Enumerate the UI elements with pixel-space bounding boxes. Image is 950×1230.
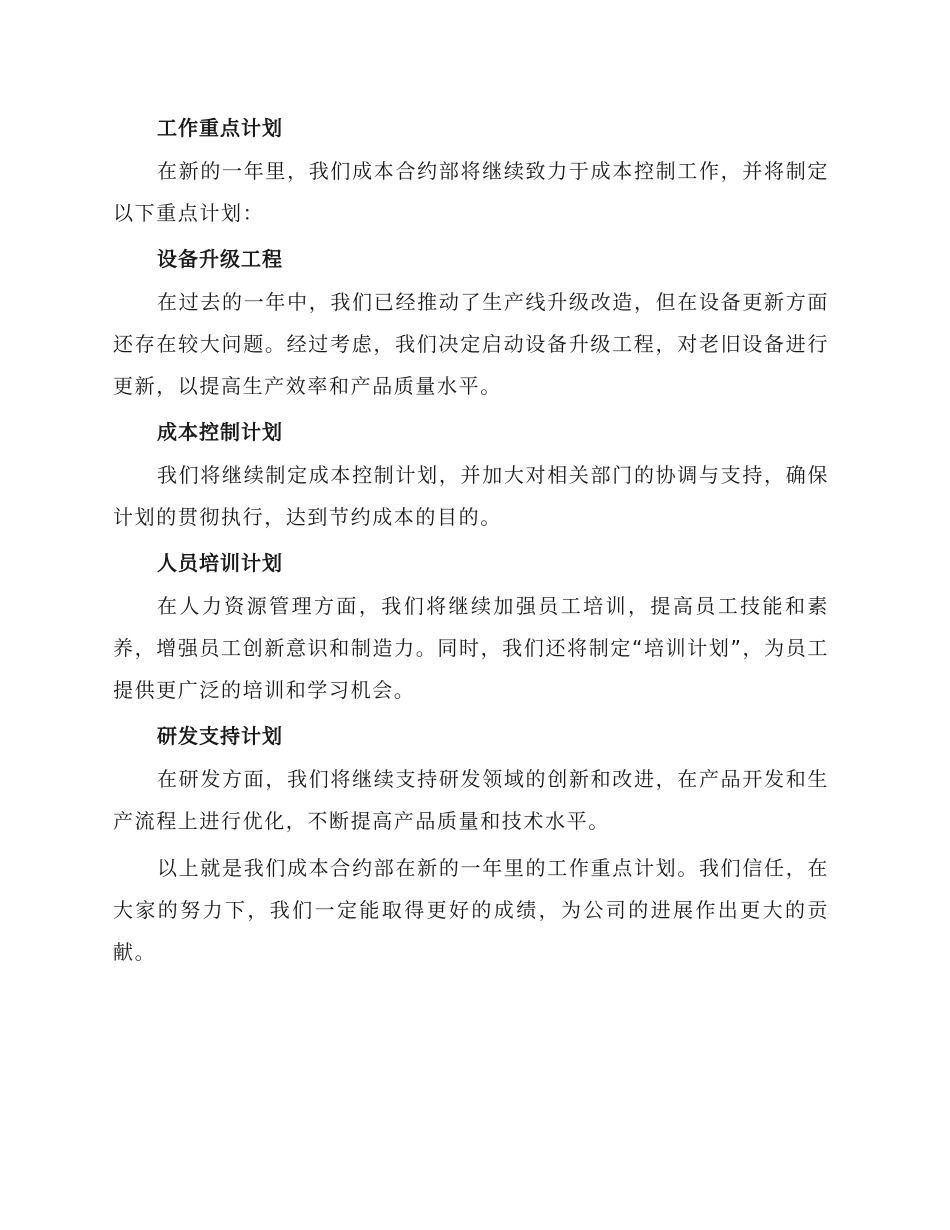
closing-paragraph: 以上就是我们成本合约部在新的一年里的工作重点计划。我们信任，在大家的努力下，我们一定能取得更好的成绩，为公司的进展作出更大的贡献。 (113, 856, 829, 964)
section-paragraph-staff-training: 在人力资源管理方面，我们将继续加强员工培训，提高员工技能和素养，增强员工创新意识和制造力。同时，我们还将制定“培训计划”，为员工提供更广泛的培训和学习机会。 (113, 594, 829, 702)
section-heading-equipment-upgrade: 设备升级工程 (157, 247, 283, 271)
document-page (113, 108, 829, 973)
section-paragraph-work-plan: 在新的一年里，我们成本合约部将继续致力于成本控制工作，并将制定以下重点计划： (113, 159, 829, 225)
section-paragraph-rd-support: 在研发方面，我们将继续支持研发领域的创新和改进，在产品开发和生产流程上进行优化，不断提高产品质量和技术水平。 (113, 767, 829, 833)
section-paragraph-equipment-upgrade: 在过去的一年中，我们已经推动了生产线升级改造，但在设备更新方面还存在较大问题。经过考虑，我们决定启动设备升级工程，对老旧设备进行更新，以提高生产效率和产品质量水平。 (113, 290, 829, 398)
section-heading-work-plan: 工作重点计划 (157, 116, 283, 140)
section-paragraph-cost-control: 我们将继续制定成本控制计划，并加大对相关部门的协调与支持，确保计划的贯彻执行，达到节约成本的目的。 (113, 463, 829, 529)
section-heading-rd-support: 研发支持计划 (157, 724, 283, 748)
section-heading-staff-training: 人员培训计划 (157, 551, 283, 575)
section-heading-cost-control: 成本控制计划 (157, 420, 283, 444)
